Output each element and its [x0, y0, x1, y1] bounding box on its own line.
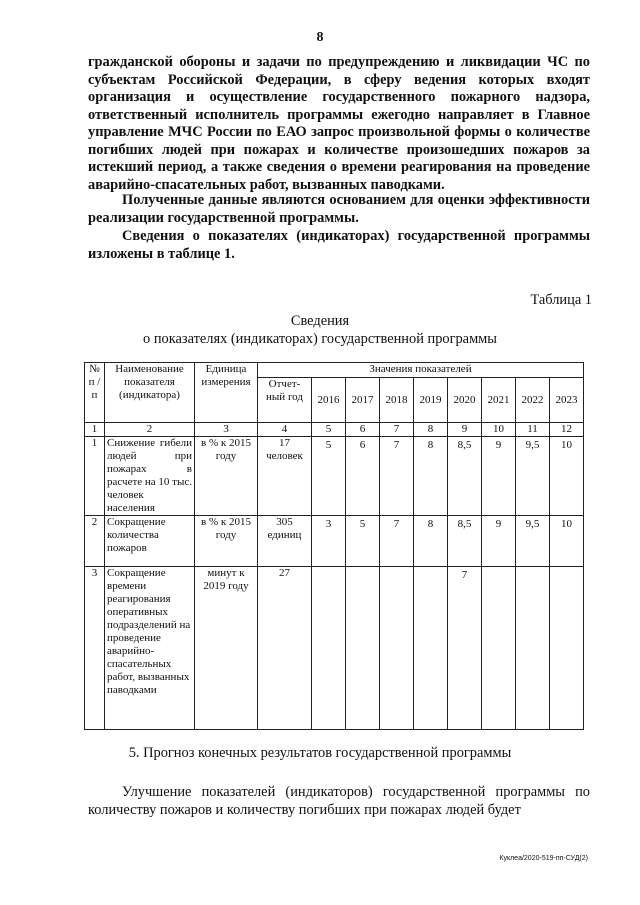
column-numbers-row	[85, 423, 584, 437]
table-row	[85, 567, 584, 730]
row-value: 8	[414, 516, 448, 567]
row-unit: минут к 2019 году	[195, 567, 258, 730]
row-name: Снижение гибели людей при пожарах в расчете на 10 тыс. человек населения	[105, 437, 195, 516]
header-name: Наименование показателя (индикатора)	[105, 363, 195, 423]
col-number: 6	[346, 423, 380, 437]
row-unit: в % к 2015 году	[195, 516, 258, 567]
row-name: Сокращение времени реагирования оперативных подразделений на проведение аварийно-спасательных работ, вызванных паводками	[105, 567, 195, 730]
row-value: 6	[346, 437, 380, 516]
col-number: 2	[105, 423, 195, 437]
paragraph-reference: Сведения о показателях (индикаторах) государственной программы изложены в таблице 1.	[88, 228, 590, 262]
col-number: 9	[448, 423, 482, 437]
header-year: 2022	[516, 378, 550, 423]
table-subtitle: о показателях (индикаторах) государственной программы	[143, 331, 497, 347]
row-value: 7	[380, 437, 414, 516]
table-row	[85, 437, 584, 516]
row-value	[550, 567, 584, 730]
table-row	[85, 516, 584, 567]
row-value: 9,5	[516, 437, 550, 516]
col-number: 11	[516, 423, 550, 437]
paragraph-forecast: Улучшение показателей (индикаторов) государственной программы по количеству пожаров и количеству погибших при пожарах людей будет	[88, 784, 590, 818]
paragraph-basis: Полученные данные являются основанием для оценки эффективности реализации государственной программы.	[88, 192, 590, 226]
section-heading: 5. Прогноз конечных результатов государственной программы	[128, 745, 512, 761]
header-report-year: Отчет-ный год	[258, 378, 312, 423]
header-year: 2023	[550, 378, 584, 423]
row-value: 8,5	[448, 516, 482, 567]
header-year: 2020	[448, 378, 482, 423]
header-year: 2016	[312, 378, 346, 423]
row-num: 1	[85, 437, 105, 516]
row-value	[312, 567, 346, 730]
row-value: 10	[550, 437, 584, 516]
row-report: 305 единиц	[258, 516, 312, 567]
col-number: 4	[258, 423, 312, 437]
row-value: 10	[550, 516, 584, 567]
row-unit: в % к 2015 году	[195, 437, 258, 516]
row-value: 8	[414, 437, 448, 516]
row-value	[482, 567, 516, 730]
row-value: 7	[448, 567, 482, 730]
row-num: 2	[85, 516, 105, 567]
paragraph-intro: гражданской обороны и задачи по предупреждению и ликвидации ЧС по субъектам Российской Федерации, в сферу ведения которых входят организация и осуществление государственного пожарного надзора, ответственный исполнитель программы ежегодно направляет в Главное управление МЧС России по ЕАО запрос произвольной формы о количестве погибших людей при пожарах и количестве произошедших пожаров за истекший период, а также сведения о времени реагирования на проведение аварийно-спасательных работ, вызванных паводками.	[88, 54, 590, 193]
col-number: 5	[312, 423, 346, 437]
col-number: 1	[85, 423, 105, 437]
page-number: 8	[316, 30, 324, 45]
table-header-row	[85, 363, 584, 378]
row-value	[380, 567, 414, 730]
indicators-table	[84, 362, 584, 730]
col-number: 10	[482, 423, 516, 437]
header-year: 2018	[380, 378, 414, 423]
row-value: 9	[482, 437, 516, 516]
header-year: 2017	[346, 378, 380, 423]
header-unit: Единица измерения	[195, 363, 258, 423]
header-year: 2021	[482, 378, 516, 423]
table-title: Сведения	[290, 313, 350, 329]
table-label: Таблица 1	[530, 292, 592, 308]
row-value: 5	[346, 516, 380, 567]
col-number: 8	[414, 423, 448, 437]
col-number: 3	[195, 423, 258, 437]
row-num: 3	[85, 567, 105, 730]
row-report: 17 человек	[258, 437, 312, 516]
row-value: 5	[312, 437, 346, 516]
col-number: 7	[380, 423, 414, 437]
row-value: 3	[312, 516, 346, 567]
row-value: 9	[482, 516, 516, 567]
document-footer-code: Куклеа/2020-519-пп-СУД(2)	[499, 855, 588, 862]
col-number: 12	[550, 423, 584, 437]
row-value	[516, 567, 550, 730]
row-value: 8,5	[448, 437, 482, 516]
row-value	[414, 567, 448, 730]
header-year: 2019	[414, 378, 448, 423]
row-name: Сокращение количества пожаров	[105, 516, 195, 567]
header-num: № п /п	[85, 363, 105, 423]
row-value: 7	[380, 516, 414, 567]
header-values: Значения показателей	[258, 363, 584, 378]
row-report: 27	[258, 567, 312, 730]
row-value: 9,5	[516, 516, 550, 567]
row-value	[346, 567, 380, 730]
